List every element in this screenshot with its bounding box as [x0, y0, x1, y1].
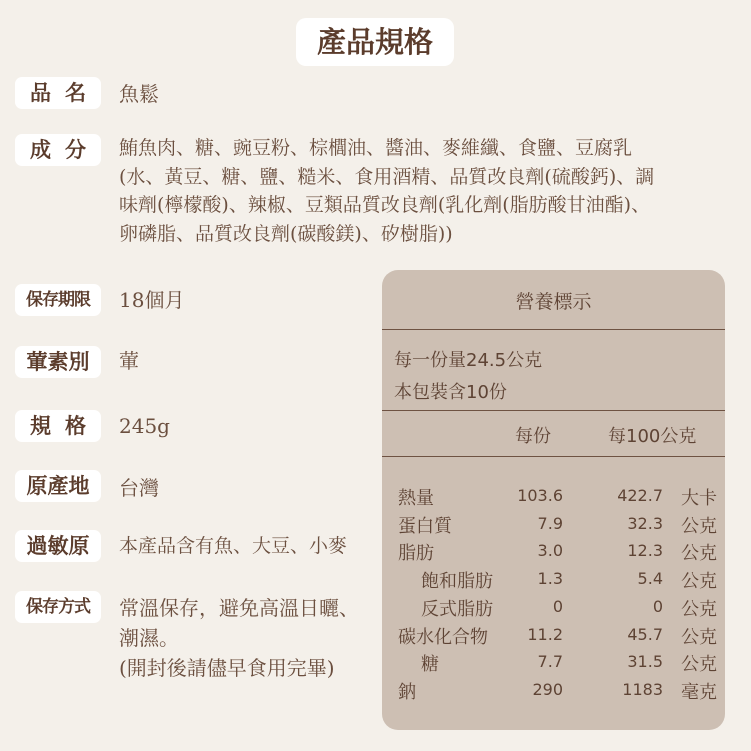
nutrition-row [382, 484, 725, 512]
nutrition-row [382, 539, 725, 567]
per-100g-value: 12.3 [627, 541, 663, 561]
shelf-life-label: 保存期限 [15, 284, 101, 316]
nutrient-name: 熱量 [398, 488, 434, 509]
per-serving-value: 103.6 [517, 486, 563, 505]
shelf-life-value: 18個月 [119, 288, 185, 312]
unit-label: 毫克 [681, 681, 717, 703]
nutrient-name: 飽和脂肪 [421, 571, 493, 593]
ingredients-line: (水、黃豆、糖、鹽、糙米、食用酒精、品質改良劑(硫酸鈣)、調 [119, 165, 655, 188]
col-per-serving: 每份 [515, 426, 551, 447]
per-serving-value: 1.3 [537, 569, 563, 589]
nutrition-title: 營養標示 [515, 291, 592, 313]
ingredients-line: 鮪魚肉、糖、豌豆粉、棕櫚油、醬油、麥維纖、食鹽、豆腐乳 [119, 137, 633, 159]
per-serving-value: 3.0 [537, 541, 563, 561]
nutrition-row [382, 567, 725, 595]
per-serving-value: 7.9 [537, 513, 563, 533]
origin-label: 原產地 [15, 470, 101, 502]
divider [382, 329, 725, 330]
per-100g-value: 32.3 [627, 513, 663, 533]
size-value: 245g [119, 414, 170, 438]
per-serving-value: 0 [552, 596, 563, 616]
per-100g-value: 45.7 [627, 624, 663, 644]
ingredients-text [119, 134, 719, 248]
nutrient-name: 脂肪 [398, 543, 434, 565]
ingredients-label: 成分 [15, 134, 101, 166]
per-100g-value: 1183 [622, 679, 663, 699]
storage-line: (開封後請儘早食用完畢) [119, 656, 335, 680]
unit-label: 公克 [681, 654, 717, 676]
diet-value: 葷 [119, 349, 139, 373]
divider [382, 410, 725, 411]
unit-label: 公克 [681, 515, 717, 537]
unit-label: 公克 [681, 598, 717, 620]
storage-line: 常溫保存，避免高溫日曬、 [119, 596, 359, 620]
name-label: 品名 [15, 77, 101, 109]
storage-text [119, 593, 389, 683]
nutrient-name: 鈉 [398, 681, 416, 703]
nutrient-name: 糖 [421, 654, 439, 676]
unit-label: 大卡 [681, 488, 717, 509]
allergen-label: 過敏原 [15, 530, 101, 562]
per-serving-value: 11.2 [527, 624, 563, 644]
ingredients-line: 味劑(檸檬酸)、辣椒、豆類品質改良劑(乳化劑(脂肪酸甘油酯)、 [119, 194, 651, 216]
col-per-100g: 每100公克 [608, 426, 697, 447]
unit-label: 公克 [681, 626, 717, 648]
name-value: 魚鬆 [119, 82, 159, 106]
nutrition-row [382, 512, 725, 540]
nutrition-panel [382, 270, 725, 730]
serving-size: 每一份量24.5公克 [394, 350, 543, 371]
per-100g-value: 0 [652, 596, 663, 616]
page-title: 產品規格 [296, 18, 454, 66]
nutrient-name: 蛋白質 [398, 515, 452, 537]
ingredients-line: 卵磷脂、品質改良劑(碳酸鎂)、矽樹脂)) [119, 222, 453, 245]
unit-label: 公克 [681, 543, 717, 565]
size-label: 規格 [15, 410, 101, 442]
nutrient-name: 碳水化合物 [398, 626, 488, 648]
per-100g-value: 422.7 [617, 486, 663, 505]
per-serving-value: 290 [532, 679, 563, 699]
nutrition-row [382, 678, 725, 706]
divider [382, 456, 725, 457]
storage-label: 保存方式 [15, 591, 101, 623]
per-serving-value: 7.7 [537, 652, 563, 672]
origin-value: 台灣 [119, 476, 159, 500]
storage-line: 潮濕。 [119, 626, 179, 650]
nutrition-row [382, 595, 725, 623]
diet-label: 葷素別 [15, 346, 101, 378]
nutrient-name: 反式脂肪 [421, 598, 493, 620]
servings-per-pack: 本包裝含10份 [394, 382, 507, 403]
per-100g-value: 5.4 [637, 569, 663, 589]
allergen-value: 本產品含有魚、大豆、小麥 [119, 535, 348, 557]
nutrition-row [382, 650, 725, 678]
nutrition-row [382, 623, 725, 651]
unit-label: 公克 [681, 571, 717, 593]
per-100g-value: 31.5 [627, 652, 663, 672]
